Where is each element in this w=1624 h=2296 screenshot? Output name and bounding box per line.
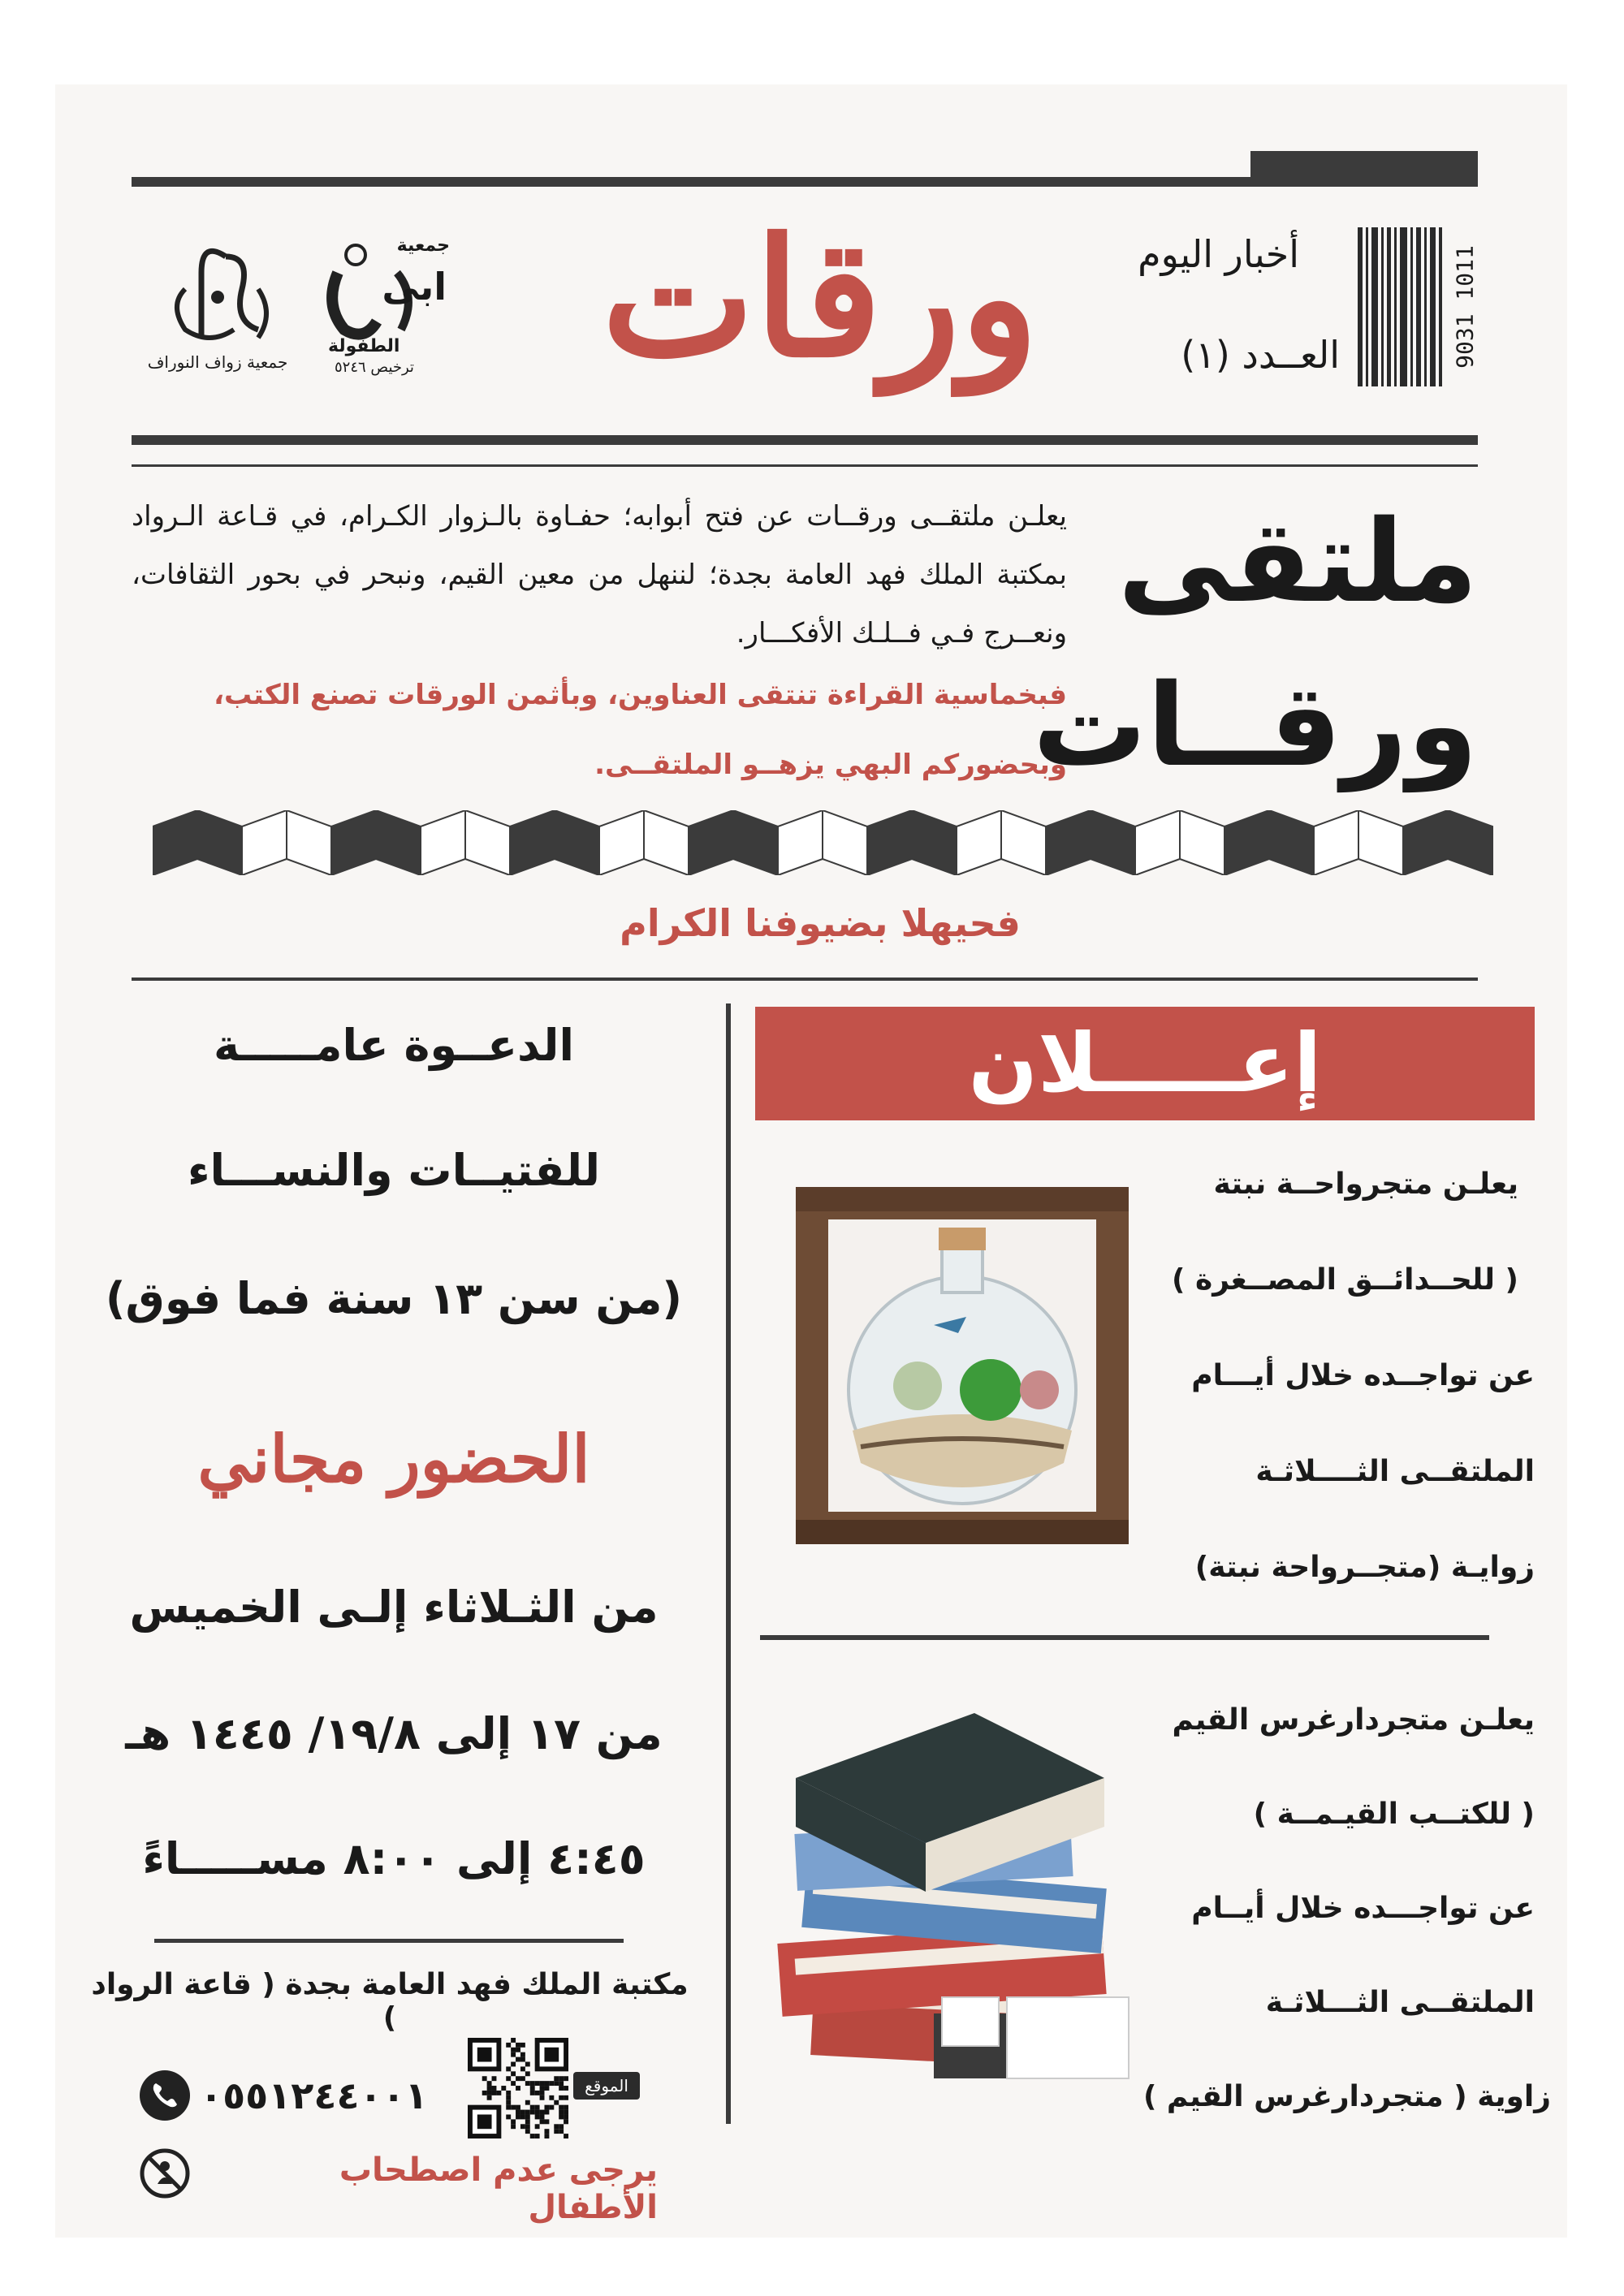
event-dates: من ١٧ إلى ١٩/٨/ ١٤٤٥ هـ [125,1708,663,1759]
ads-divider [760,1635,1489,1640]
zigzag-segment [331,810,376,875]
zigzag-segment [1448,810,1492,875]
books-image [763,1689,1153,2095]
zigzag-segment [242,810,287,875]
ad1-line1: يعلـن متجرواحــة نبتة [1213,1167,1518,1201]
location-rule [154,1939,624,1943]
ad1-line3: عن تواجــده خلال أيـــام [1191,1359,1535,1392]
zigzag-segment [823,810,867,875]
ad1-line2: ( للحــدائــق المصــغرة ) [1171,1263,1518,1297]
zigzag-segment [1001,810,1046,875]
zigzag-segment [1269,810,1314,875]
no-children-icon [138,2147,192,2200]
ad2-line5: زاوية ( متجردارغرس القيم ) [1142,2080,1551,2113]
barcode-icon [1358,227,1478,386]
ad2-line4: الملتقــى الثـــلاثـة [1265,1986,1535,2019]
event-time: ٤:٤٥ إلى ٨:٠٠ مســـــاءً [142,1833,646,1884]
zigzag-segment [153,810,197,875]
zigzag-segment [421,810,465,875]
news-label: أخبار اليوم [1138,232,1299,276]
headline-line1: ملتقى [1117,496,1478,628]
zigzag-segment [644,810,689,875]
zigzag-segment [778,810,823,875]
issue-label: العــدد (١) [1181,333,1340,377]
ad2-line3: عن تواجـــده خلال أيــام [1191,1892,1535,1925]
welcome-line: فحيهلا بضيوفنا الكرام [620,901,1021,945]
abha-logo-license: ترخيص ٥٢٤٦ [335,359,414,376]
zigzag-segment [465,810,510,875]
zigzag-segment [1314,810,1358,875]
event-days: من الثـلاثاء إلـى الخميس [129,1582,659,1633]
masthead-bottom-rule [132,435,1478,445]
headline-line2: ورقــات [1032,660,1478,792]
invite-line1: الدعــوة عامـــــة [214,1020,574,1071]
abha-logo [320,235,450,386]
zigzag-segment [1135,810,1180,875]
ad2-line2: ( للكتــب القيـمــة ) [1253,1798,1535,1831]
ad1-line5: زوايـة (متجــرواحة نبتة) [1194,1551,1535,1584]
abha-logo-sub: الطفولة [328,336,400,356]
phone-number[interactable]: ٠٥٥١٢٤٤٠٠١ [200,2074,428,2117]
announcement-banner-text: إعـــــلان [968,1016,1322,1111]
zigzag-segment [912,810,957,875]
abha-logo-word: ابى [382,265,447,309]
section-rule [132,978,1478,981]
announcement-banner [755,1007,1535,1120]
zigzag-segment [957,810,1001,875]
zawaf-logo-text: جمعية زواف النوراف [147,352,288,372]
abha-logo-top: جمعية [396,235,450,256]
zigzag-segment [1180,810,1224,875]
intro-paragraph: يعلـن ملتقــى ورقــات عن فتح أبوابه؛ حفـاوة بالـزوار الكـرام، في قـاعة الـرواد بمكتبة الملك فهد العامة بجدة؛ لننهل من معين القيم، ونبحر في بحور الثقافات، ونعــرج فـي فــلـك الأفكـــار. [132,500,1067,650]
top-rule-block [1250,151,1478,187]
terrarium-image [796,1187,1129,1544]
zigzag-segment [733,810,778,875]
masthead-title: ورقات [602,203,1039,394]
zigzag-segment [510,810,555,875]
zigzag-segment [1403,810,1448,875]
zigzag-segment [376,810,421,875]
zawaf-logo [136,240,299,386]
qr-code-icon[interactable] [468,2038,568,2138]
zigzag-segment [1091,810,1135,875]
barcode-number: 9031 1011 [1451,245,1479,369]
zigzag-segment [197,810,242,875]
zigzag-segment [1358,810,1403,875]
zigzag-segment [287,810,331,875]
zigzag-segment [1046,810,1091,875]
zigzag-segment [1224,810,1269,875]
ad2-line1: يعلـن متجردارغرس القيم [1172,1703,1535,1737]
masthead-bottom-thin [132,464,1478,467]
free-attendance: الحضور مجاني [197,1421,590,1497]
ad1-line4: الملتقــى الثــــلاثـة [1255,1455,1535,1488]
zigzag-segment [867,810,912,875]
zigzag-segment [555,810,599,875]
zigzag-segment [599,810,644,875]
zigzag-segment [689,810,733,875]
column-divider [726,1003,731,2124]
intro-highlight-1: فبخماسية القراءة تنتقى العناوين، وبأثمن الورقات تصنع الكتب، [214,679,1067,711]
invite-line2: للفتيــات والنســـاء [187,1145,601,1196]
no-children-text: يرجى عدم اصطحاب الأطفال [339,2151,658,2226]
intro-highlight-2: وبحضوركم البهي يزهــو الملتقــى. [594,749,1067,781]
zigzag-divider [153,810,1502,875]
site-label: الموقع [573,2072,640,2100]
invite-line3: (من سن ١٣ سنة فما فوق) [105,1273,683,1324]
phone-icon[interactable] [140,2070,190,2121]
location-text: مكتبة الملك فهد العامة بجدة ( قاعة الرواد ) [91,1968,689,2035]
